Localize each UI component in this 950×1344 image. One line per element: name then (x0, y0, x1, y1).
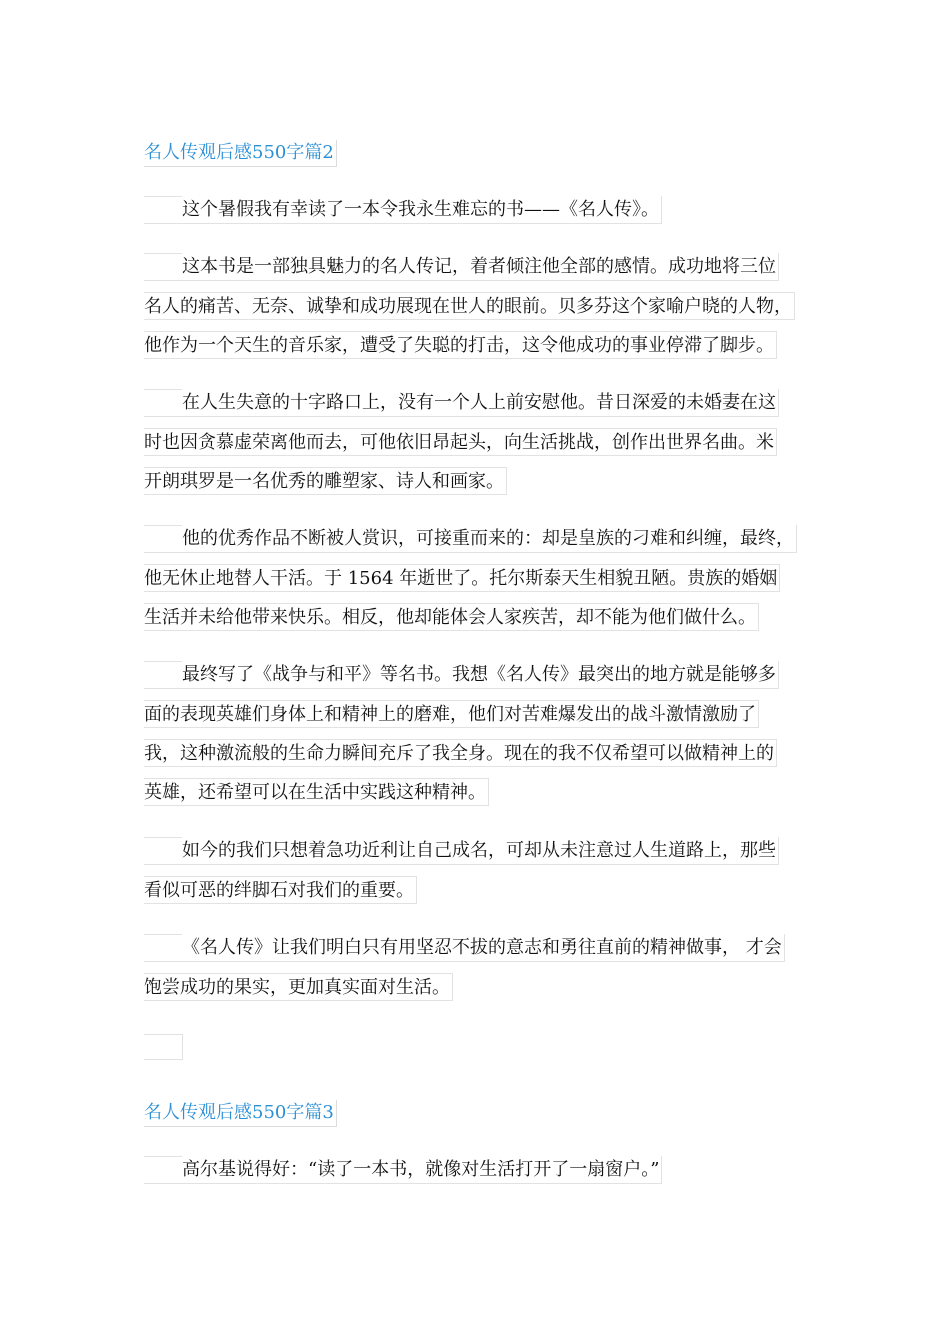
section-heading-2: 名人传观后感550字篇2 (144, 140, 337, 167)
paragraph-line: 如今的我们只想着急功近利让自己成名，可却从未注意过人生道路上，那些 (144, 837, 779, 865)
empty-paragraph (144, 1034, 183, 1060)
paragraph-line: 饱尝成功的果实，更加真实面对生活。 (144, 973, 453, 1001)
paragraph-line: 《名人传》让我们明白只有用坚忍不拔的意志和勇往直前的精神做事， 才会 (144, 934, 785, 962)
paragraph-line: 英雄，还希望可以在生活中实践这种精神。 (144, 778, 489, 806)
paragraph-line: 最终写了《战争与和平》等名书。我想《名人传》最突出的地方就是能够多 (144, 661, 779, 689)
paragraph-line: 他作为一个天生的音乐家，遭受了失聪的打击，这令他成功的事业停滞了脚步。 (144, 331, 777, 359)
paragraph-line: 这本书是一部独具魅力的名人传记，着者倾注他全部的感情。成功地将三位 (144, 253, 779, 281)
paragraph-line: 在人生失意的十字路口上，没有一个人上前安慰他。昔日深爱的未婚妻在这 (144, 389, 779, 417)
section-heading-3: 名人传观后感550字篇3 (144, 1100, 337, 1127)
paragraph-line: 这个暑假我有幸读了一本令我永生难忘的书——《名人传》。 (144, 196, 662, 224)
paragraph-line: 面的表现英雄们身体上和精神上的磨难，他们对苦难爆发出的战斗激情激励了 (144, 700, 759, 728)
paragraph-line: 时也因贪慕虚荣离他而去，可他依旧昂起头，向生活挑战，创作出世界名曲。米 (144, 428, 777, 456)
paragraph-line: 他的优秀作品不断被人赏识，可接重而来的：却是皇族的刁难和纠缠，最终， (144, 525, 797, 553)
paragraph-line: 生活并未给他带来快乐。相反，他却能体会人家疾苦，却不能为他们做什么。 (144, 603, 759, 631)
paragraph-line: 看似可恶的绊脚石对我们的重要。 (144, 876, 417, 904)
paragraph-line: 名人的痛苦、无奈、诚挚和成功展现在世人的眼前。贝多芬这个家喻户晓的人物， (144, 292, 795, 320)
paragraph-line: 高尔基说得好：“读了一本书，就像对生活打开了一扇窗户。” (144, 1156, 662, 1184)
paragraph-line: 他无休止地替人干活。于 1564 年逝世了。托尔斯泰天生相貌丑陋。贵族的婚姻 (144, 564, 780, 592)
paragraph-line: 我，这种激流般的生命力瞬间充斥了我全身。现在的我不仅希望可以做精神上的 (144, 739, 777, 767)
paragraph-line: 开朗琪罗是一名优秀的雕塑家、诗人和画家。 (144, 467, 507, 495)
